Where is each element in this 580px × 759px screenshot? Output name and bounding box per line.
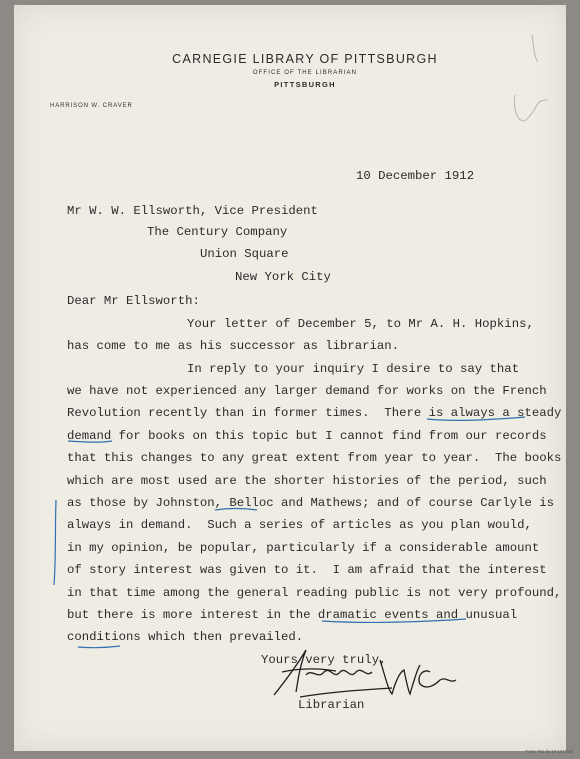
- body-line: Your letter of December 5, to Mr A. H. Hopkins,: [187, 317, 534, 331]
- body-line: as those by Johnston, Belloc and Mathews; and of course Carlyle is: [67, 496, 555, 510]
- body-line: In reply to your inquiry I desire to say that: [187, 362, 520, 376]
- body-line: in my opinion, be popular, particularly if a considerable amount: [67, 541, 540, 555]
- body-line: that this changes to any great extent from year to year. The books: [67, 451, 562, 465]
- letterhead-city: PITTSBURGH: [274, 80, 336, 89]
- body-line: in that time among the general reading public is not very profound,: [67, 586, 562, 600]
- closing: Yours very truly,: [261, 653, 387, 667]
- letterhead-institution: CARNEGIE LIBRARY OF PITTSBURGH: [172, 52, 438, 66]
- body-line: conditions which then prevailed.: [67, 630, 304, 644]
- letterhead-officer: HARRISON W. CRAVER: [50, 103, 133, 109]
- body-line: but there is more interest in the dramatic events and unusual: [67, 608, 518, 622]
- body-line: we have not experienced any larger demand for works on the French: [67, 384, 547, 398]
- letterhead-office: OFFICE OF THE LIBRARIAN: [252, 70, 358, 76]
- body-line: Revolution recently than in former times. There is always a steady: [67, 406, 562, 420]
- salutation: Dear Mr Ellsworth:: [67, 294, 200, 308]
- recipient-line-4: New York City: [235, 270, 331, 284]
- body-line: demand for books on this topic but I cannot find from our records: [67, 429, 547, 443]
- body-line: of story interest was given to it. I am afraid that the interest: [67, 563, 547, 577]
- body-line: which are most used are the shorter histories of the period, such: [67, 474, 547, 488]
- letter-date: 10 December 1912: [356, 169, 475, 183]
- recipient-line-3: Union Square: [200, 247, 289, 261]
- recipient-line-1: Mr W. W. Ellsworth, Vice President: [67, 204, 318, 218]
- signatory-title: Librarian: [298, 698, 365, 712]
- body-line: always in demand. Such a series of articles as you plan would,: [67, 518, 532, 532]
- form-number: Form 75a [5-10-15*25e]: [525, 749, 573, 754]
- recipient-line-2: The Century Company: [147, 225, 288, 239]
- body-line: has come to me as his successor as librarian.: [67, 339, 400, 353]
